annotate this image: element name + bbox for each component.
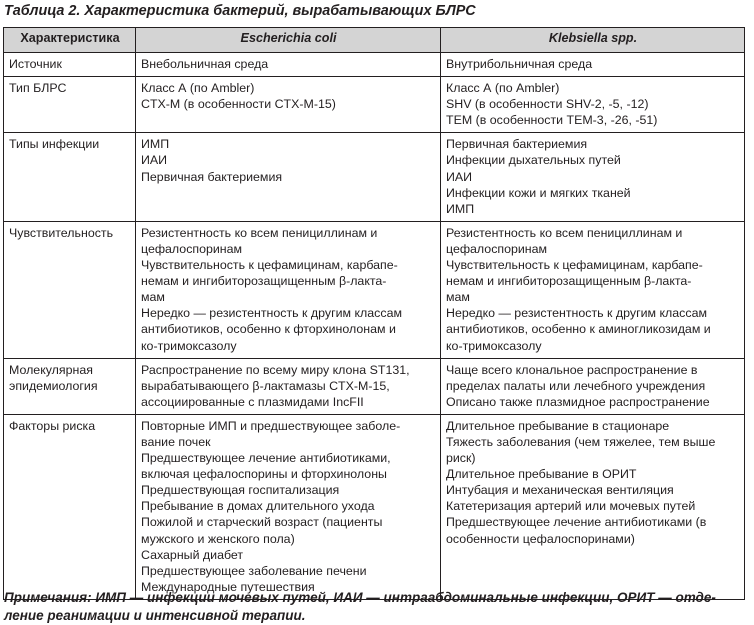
cell-line: Факторы риска: [9, 418, 96, 433]
cell-line: антибиотиков, особенно к аминогликозидам и: [446, 322, 711, 337]
cell-line: Типы инфекции: [9, 137, 100, 152]
cell-line: CTX-M (в особенности CTX-M-15): [141, 97, 336, 112]
cell-line: цефалоспоринам: [141, 241, 243, 256]
cell-line: Международные путешествия: [141, 579, 315, 594]
cell-line: риск): [446, 451, 476, 466]
cell-line: Пожилой и старческий возраст (пациенты: [141, 515, 383, 530]
cell-line: Предшествующая госпитализация: [141, 483, 340, 498]
cell-line: ИМП: [141, 137, 170, 152]
row-source: [4, 53, 745, 77]
table-header-row: [4, 28, 745, 53]
cell-line: Инфекции кожи и мягких тканей: [446, 185, 631, 200]
cell-line: мужского и женского пола): [141, 531, 295, 546]
cell-escherichia-coli: [136, 414, 441, 599]
cell-line: включая цефалоспорины и фторхинолоны: [141, 467, 387, 482]
cell-line: Сахарный диабет: [141, 547, 244, 562]
cell-escherichia-coli: [136, 77, 441, 133]
cell-characteristic: [4, 77, 136, 133]
cell-line: TEM (в особенности TEM-3, -26, -51): [446, 113, 658, 128]
cell-line: ассоциированные с плазмидами IncFII: [141, 394, 364, 409]
cell-line: SHV (в особенности SHV-2, -5, -12): [446, 97, 649, 112]
cell-line: Чувствительность к цефамицинам, карбапе-: [446, 258, 703, 273]
cell-line: Инфекции дыхательных путей: [446, 153, 621, 168]
cell-escherichia-coli: [136, 53, 441, 77]
cell-line: Длительное пребывание в стационаре: [446, 418, 670, 433]
cell-line: Чувствительность к цефамицинам, карбапе-: [141, 258, 398, 273]
cell-line: ИАИ: [141, 153, 168, 168]
cell-line: мам: [446, 290, 470, 305]
cell-line: антибиотиков, особенно к фторхинолонам и: [141, 322, 396, 337]
cell-line: Описано также плазмидное распространение: [446, 394, 710, 409]
cell-characteristic: [4, 221, 136, 358]
cell-line: Чувствительность: [9, 225, 114, 240]
cell-line: Источник: [9, 57, 62, 71]
cell-characteristic: [4, 133, 136, 221]
cell-line: Пребывание в домах длительного ухода: [141, 499, 375, 514]
cell-klebsiella: [441, 358, 745, 414]
cell-line: Нередко — резистентность к другим классам: [141, 306, 402, 321]
header-klebsiella: Klebsiella spp.: [441, 28, 745, 53]
cell-line: Интубация и механическая вентиляция: [446, 483, 674, 498]
cell-line: Резистентность ко всем пенициллинам и: [446, 225, 683, 240]
cell-line: Тип БЛРС: [9, 81, 67, 96]
cell-line: ко-тримоксазолу: [446, 338, 542, 353]
cell-line: Нередко — резистентность к другим классам: [446, 306, 707, 321]
cell-line: особенности цефалоспоринами): [446, 531, 635, 546]
cell-line: вырабатывающего β-лактамазы CTX-M-15,: [141, 378, 390, 393]
cell-line: ко-тримоксазолу: [141, 338, 237, 353]
cell-line: Распространение по всему миру клона ST131,: [141, 362, 410, 377]
footnote-line: Примечания: ИМП — инфекции мочевых путей, ИАИ — интраабдоминальные инфекции, ОРИТ — отде-: [4, 590, 716, 605]
cell-line: Длительное пребывание в ОРИТ: [446, 467, 637, 482]
cell-line: пределах палаты или лечебного учреждения: [446, 378, 706, 393]
cell-line: Предшествующее заболевание печени: [141, 563, 367, 578]
table-caption: Таблица 2. Характеристика бактерий, вырабатывающих БЛРС: [4, 3, 476, 19]
cell-line: эпидемиология: [9, 378, 98, 393]
cell-line: Катетеризация артерий или мочевых путей: [446, 499, 696, 514]
cell-line: Класс А (по Ambler): [446, 81, 560, 96]
cell-line: Внутрибольничная среда: [446, 57, 593, 71]
cell-klebsiella: [441, 221, 745, 358]
cell-line: ИАИ: [446, 169, 473, 184]
cell-klebsiella: [441, 53, 745, 77]
cell-line: немам и ингибиторозащищенным β-лакта-: [446, 274, 692, 289]
cell-line: Резистентность ко всем пенициллинам и: [141, 225, 378, 240]
cell-line: Чаще всего клональное распространение в: [446, 362, 698, 377]
row-infection-types: [4, 133, 745, 221]
cell-line: Повторные ИМП и предшествующее заболе-: [141, 418, 401, 433]
table-footnote: [4, 589, 750, 625]
row-susceptibility: [4, 221, 745, 358]
cell-klebsiella: [441, 414, 745, 599]
cell-line: Предшествующее лечение антибиотиками (в: [446, 515, 707, 530]
row-molecular-epidemiology: [4, 358, 745, 414]
cell-characteristic: [4, 414, 136, 599]
cell-line: Внебольничная среда: [141, 57, 269, 71]
cell-characteristic: [4, 53, 136, 77]
cell-line: Молекулярная: [9, 362, 93, 377]
cell-line: ИМП: [446, 201, 475, 216]
cell-klebsiella: [441, 77, 745, 133]
cell-line: Класс А (по Ambler): [141, 81, 255, 96]
cell-line: немам и ингибиторозащищенным β-лакта-: [141, 274, 387, 289]
cell-line: мам: [141, 290, 165, 305]
cell-klebsiella: [441, 133, 745, 221]
bacteria-table: [3, 27, 745, 600]
cell-line: Тяжесть заболевания (чем тяжелее, тем выше: [446, 434, 716, 449]
cell-line: Первичная бактериемия: [446, 137, 588, 152]
cell-escherichia-coli: [136, 358, 441, 414]
cell-characteristic: [4, 358, 136, 414]
cell-line: вание почек: [141, 434, 211, 449]
cell-escherichia-coli: [136, 221, 441, 358]
row-risk-factors: [4, 414, 745, 599]
header-escherichia-coli: Escherichia coli: [136, 28, 441, 53]
cell-line: цефалоспоринам: [446, 241, 548, 256]
footnote-line: ление реанимации и интенсивной терапии.: [4, 608, 306, 623]
cell-line: Предшествующее лечение антибиотиками,: [141, 451, 391, 466]
cell-escherichia-coli: [136, 133, 441, 221]
header-characteristic: Характеристика: [4, 28, 136, 53]
cell-line: Первичная бактериемия: [141, 169, 283, 184]
row-esbl-type: [4, 77, 745, 133]
